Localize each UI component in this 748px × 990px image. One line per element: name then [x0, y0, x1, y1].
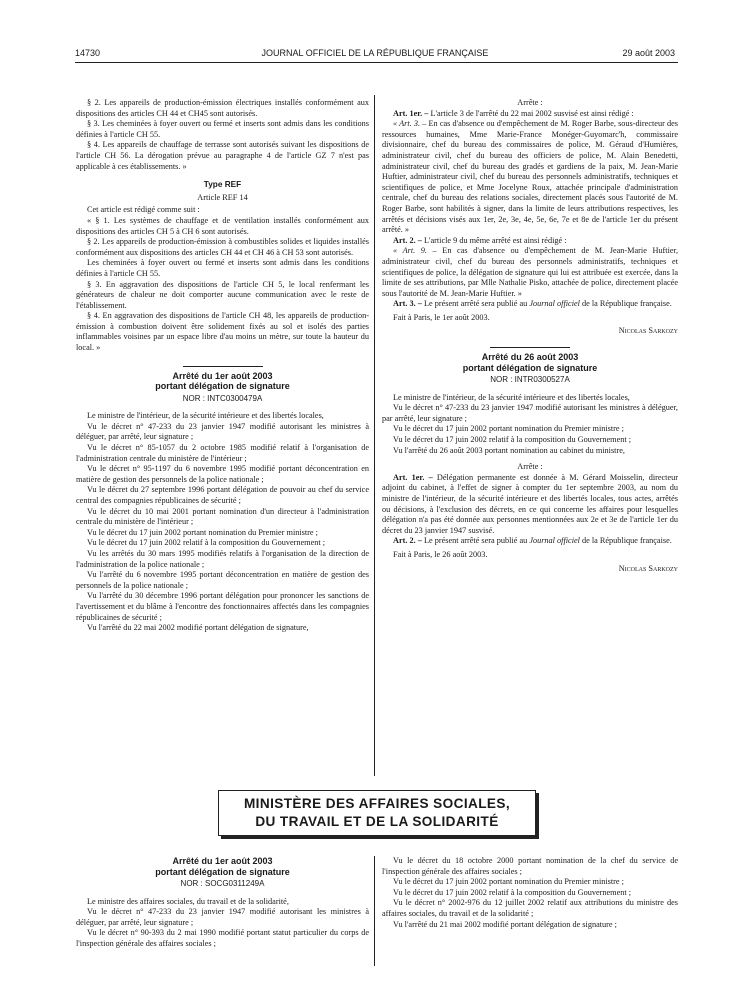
fait-line: Fait à Paris, le 1er août 2003. [393, 312, 490, 322]
paragraph: Le ministre de l'intérieur, de la sécurité intérieure et des libertés locales, [87, 411, 324, 421]
journal-reference: Journal officiel [529, 299, 580, 309]
paragraph: § 2. Les appareils de production-émission à combustibles solides et liquides installés conformément aux dispositions des articles CH 44 et CH 46 à CH 53 sont autorisés. [76, 237, 369, 257]
bottom-left-column [76, 856, 369, 950]
article [382, 473, 678, 537]
issue-date: 29 août 2003 [622, 48, 675, 58]
arrete-label: Arrête : [517, 462, 543, 472]
paragraph: Vu le décret du 17 juin 2002 relatif à la composition du Gouvernement ; [87, 538, 326, 548]
paragraph: Vu l'arrêté du 26 août 2003 portant nomination au cabinet du ministre, [393, 445, 625, 455]
paragraph: § 4. En aggravation des dispositions de l'article CH 48, les appareils de production-émission à combustion doivent être solidement fixés au sol et isolés des parties inflammables voisines par un espace libre d'au moins un mètre, sur toute la hauteur du local. » [76, 311, 369, 353]
paragraph: Le ministre de l'intérieur, de la sécurité intérieure et des libertés locales, [393, 392, 630, 402]
paragraph: Vu le décret n° 85-1057 du 2 octobre 1985 modifié relatif à l'organisation de l'administration centrale du ministère de l'intérieur ; [76, 443, 369, 463]
article-label: Art. 1er. – [393, 108, 429, 118]
journal-reference: Journal officiel [529, 536, 580, 546]
fait-line: Fait à Paris, le 26 août 2003. [393, 549, 488, 559]
page-number: 14730 [75, 48, 101, 58]
title-line: Arrêté du 26 août 2003 [481, 352, 579, 363]
nor-reference: NOR : INTR0300527A [490, 375, 570, 385]
title-line: portant délégation de signature [155, 381, 290, 392]
paragraph: Cet article est rédigé comme suit : [87, 205, 200, 215]
quoted-article [382, 119, 678, 236]
arrete-title [382, 352, 678, 373]
paragraph: § 3. En aggravation des dispositions de l'article CH 5, le local renfermant les générateurs de chaleur ne doit comporter aucune communication avec le reste de l'établissement. [76, 279, 369, 310]
quoted-article [382, 246, 678, 299]
article-text: Le présent arrêté sera publié au [423, 299, 528, 309]
signature: Nicolas Sarkozy [618, 326, 678, 336]
title-line: Arrêté du 1er août 2003 [172, 856, 273, 866]
nor-reference: NOR : SOCG0311249A [180, 879, 265, 888]
arrete-label: Arrête : [517, 98, 543, 107]
paragraph: Vu les arrêtés du 30 mars 1995 modifiés relatifs à l'organisation de la direction de l'administration de la police nationale ; [76, 548, 369, 569]
article-text: de la République française. [582, 299, 672, 309]
paragraph: Vu le décret n° 2002-976 du 12 juillet 2002 relatif aux attributions du ministre des affaires sociales, du travail et de la solidarité ; [382, 898, 678, 918]
paragraph: Vu le décret du 17 juin 2002 relatif à la composition du Gouvernement ; [393, 887, 632, 897]
paragraph: Vu l'arrêté du 21 mai 2002 modifié portant délégation de signature ; [393, 919, 617, 929]
arrete-title [76, 856, 369, 877]
paragraph: « § 1. Les systèmes de chauffage et de ventilation installés conformément aux dispositions des articles CH 5 à CH 6 sont autorisés. [76, 215, 369, 236]
paragraph: Vu le décret du 10 mai 2001 portant nomination d'un directeur à l'administration centrale du ministère de l'intérieur ; [76, 506, 369, 527]
arrete-title [76, 371, 369, 392]
separator [490, 347, 570, 348]
column-divider [374, 95, 375, 776]
nor-reference: NOR : INTC0300479A [182, 393, 263, 403]
separator [183, 366, 263, 367]
paragraph: Vu le décret n° 47-233 du 23 janvier 1947 modifié autorisant les ministres à déléguer, par arrêté, leur signature ; [382, 403, 678, 423]
title-line: portant délégation de signature [155, 866, 290, 877]
paragraph: Vu l'arrêté du 6 novembre 1995 portant déconcentration en matière de gestion des personnels de la police nationale ; [76, 570, 369, 590]
paragraph: Le ministre des affaires sociales, du travail et de la solidarité, [87, 896, 289, 906]
journal-title: JOURNAL OFFICIEL DE LA RÉPUBLIQUE FRANÇAISE [261, 48, 489, 58]
article-label: Art. 1er. – [393, 472, 433, 482]
column-divider [374, 856, 375, 966]
title-line: portant délégation de signature [462, 362, 598, 373]
title-line: Arrêté du 1er août 2003 [172, 370, 273, 381]
article-text: L'article 3 de l'arrêté du 22 mai 2002 susvisé est ainsi rédigé : [430, 108, 634, 118]
ministry-line: DU TRAVAIL ET DE LA SOLIDARITÉ [255, 814, 499, 829]
article-text: Délégation permanente est donnée à M. Gérard Moisselin, directeur adjoint du cabinet, à l'effet de signer à compter du 1er septembre 2003, au nom du ministre de l'intérieur, de la sécurité intérieure et des libertés locales, tous actes, arrêtés ou décisions, à l'exclusion des décrets, en ce qui concerne les affaires pour lesquelles délégation n'a pas été donnée aux personnes mentionnées aux 2e et 3e de l'article 1er du décret du 23 janvier 1947 susvisé. [382, 472, 679, 535]
article [382, 299, 678, 310]
paragraph: Vu l'arrêté du 22 mai 2002 modifié portant délégation de signature, [87, 623, 309, 633]
quote-label: « Art. 3. – [393, 119, 427, 129]
article [382, 536, 678, 547]
quote-label: « Art. 9. – [393, 246, 437, 256]
type-heading: Type REF [203, 180, 242, 190]
ministry-heading-box [218, 790, 536, 836]
paragraph: Vu l'arrêté du 30 décembre 1996 portant délégation pour prononcer les sanctions de l'avertissement et du blâme à l'encontre des fonctionnaires affectés dans les compagnies républicaines de sécurité ; [76, 591, 369, 622]
quote-text: En cas d'absence ou d'empêchement de M. Jean-Marie Huftier, administrateur civil, chef du bureau des personnels administratifs, techniques et scientifiques de police, la délégation de signature qui lui est attribuée est exercée, dans la limite de ses attributions, par Mlle Nathalie Pisko, attachée de police, directement placée sous l'autorité de M. Jean-Marie Huftier. » [382, 246, 679, 298]
bottom-right-column [382, 856, 678, 930]
paragraph: Vu le décret n° 90-393 du 2 mai 1990 modifié portant statut particulier du corps de l'inspection générale des affaires sociales ; [76, 928, 369, 948]
article-label: Art. 2. – [393, 536, 422, 546]
paragraph: Les cheminées à foyer ouvert ou fermé et inserts sont admis dans les conditions définies à l'article CH 55. [76, 258, 369, 278]
paragraph: Vu le décret n° 47-233 du 23 janvier 1947 modifié autorisant les ministres à déléguer, par arrêté, leur signature ; [76, 907, 369, 927]
paragraph: Vu le décret du 18 octobre 2000 portant nomination de la chef du service de l'inspection générale des affaires sociales ; [382, 856, 678, 876]
paragraph: Vu le décret du 17 juin 2002 portant nomination du Premier ministre ; [87, 527, 318, 537]
article [382, 236, 678, 247]
left-column [76, 98, 369, 634]
paragraph: Vu le décret du 27 septembre 1996 portant délégation de pouvoir au chef du service central des compagnies républicaines de sécurité ; [76, 485, 369, 505]
article-heading: Article REF 14 [197, 192, 248, 202]
article-label: Art. 2. – [393, 235, 422, 245]
article [382, 109, 678, 120]
paragraph: Vu le décret n° 95-1197 du 6 novembre 1995 modifié portant déconcentration en matière de gestion des personnels de la police nationale ; [76, 464, 369, 484]
ministry-line: MINISTÈRE DES AFFAIRES SOCIALES, [243, 796, 511, 811]
article-text: de la République française. [582, 536, 672, 546]
paragraph: Vu le décret n° 47-233 du 23 janvier 1947 modifié autorisant les ministres à déléguer, par arrêté, leur signature ; [76, 421, 369, 442]
article-label: Art. 3. – [393, 299, 422, 309]
article-text: Le présent arrêté sera publié au [423, 536, 528, 546]
paragraph: § 3. Les cheminées à foyer ouvert ou fermé et inserts sont admis dans les conditions définies à l'article CH 55. [76, 119, 369, 139]
quote-text: En cas d'absence ou d'empêchement de M. Roger Barbe, sous-directeur des ressources humaines, Mme Marie-France Monéger-Guyomarc'h, commissaire divisionnaire, chef du bureau des commissaires de police, M. Géraud d'Humières, administrateur civil, chef du bureau des officiers de police, M. Alain Benedetti, administrateur civil, chef du bureau des gradés et gardiens de la paix, M. Jean-Marie Huftier, administrateur civil, chef du bureau des personnels administratifs, techniques et scientifiques de police, et Mme Jocelyne Roux, attachée principale d'administration centrale, chef du bureau des relations sociales, directement placés sous l'autorité de M. Roger Barbe, sont habilités à signer, dans la limite de leurs attributions respectives, les arrêtés et décisions visés aux 1er, 2e, 3e, 4e, 5e, 6e, 7e et 8e de l'article 1er du présent arrêté. » [382, 119, 678, 235]
paragraph: § 4. Les appareils de chauffage de terrasse sont autorisés suivant les dispositions de l'article CH 56. La dérogation prévue au paragraphe 4 de l'article GZ 7 n'est pas applicable à ces établissements. » [76, 140, 369, 171]
signature: Nicolas Sarkozy [618, 563, 678, 573]
paragraph: Vu le décret du 17 juin 2002 portant nomination du Premier ministre ; [393, 424, 624, 434]
header-rule [75, 62, 678, 63]
right-column [382, 98, 678, 574]
paragraph: Vu le décret du 17 juin 2002 portant nomination du Premier ministre ; [393, 877, 624, 887]
paragraph: § 2. Les appareils de production-émission électriques installés conformément aux dispositions des articles CH 44 et CH45 sont autorisés. [76, 98, 369, 118]
article-text: L'article 9 du même arrêté est ainsi rédigé : [423, 235, 567, 245]
paragraph: Vu le décret du 17 juin 2002 relatif à la composition du Gouvernement ; [393, 435, 632, 445]
